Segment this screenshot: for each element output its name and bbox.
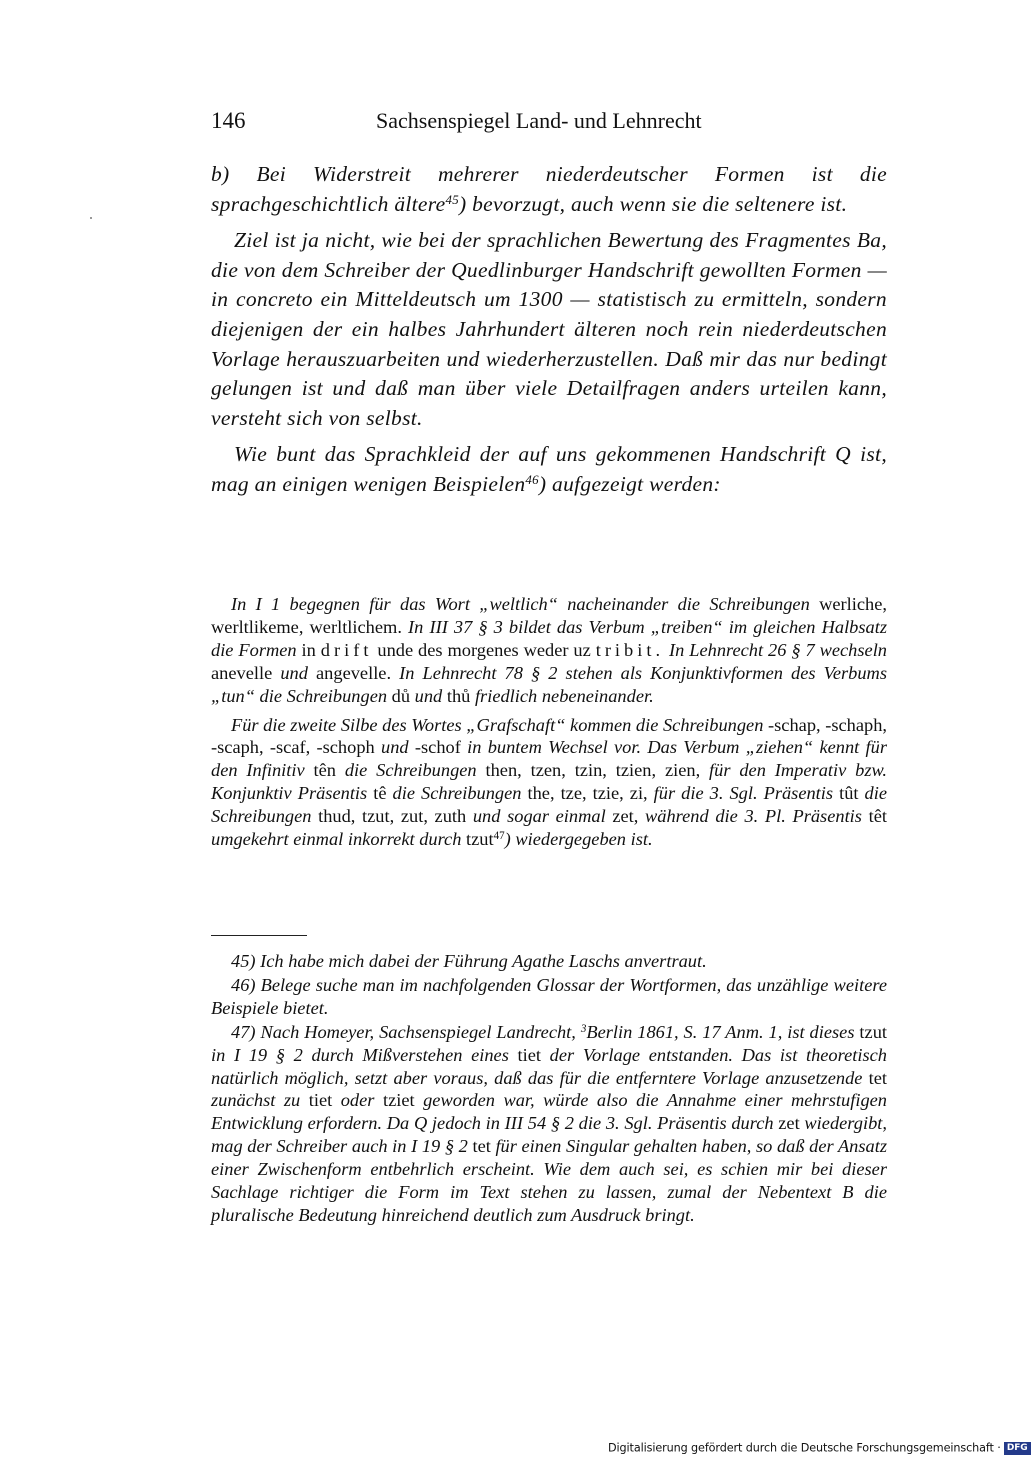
example-paragraph-2: Für die zweite Silbe des Wortes „Grafschaft“ kommen die Schreibungen -schap, -schaph, -scaph, -scaf, -schoph und -schof in buntem Wechsel vor. Das Verbum „ziehen“ kennt für den Infinitiv tên die Schreibungen then, tzen, tzin, tzien, zien, für den Imperativ bzw. Konjunktiv Präsentis tê die Schreibungen the, tze, tzie, zi, für die 3. Sgl. Präsentis tût die Schreibungen thud, tzut, zut, zuth und sogar einmal zet, während die 3. Pl. Präsentis têt umgekehrt einmal inkorrekt durch tzut$^{47}$) wiedergegeben ist. [211, 714, 888, 850]
footnote-47: 47) Nach Homeyer, Sachsenspiegel Landrecht, $^3$Berlin 1861, S. 17 Anm. 1, ist dieses tzut in I 19 § 2 durch Mißverstehen eines tiet der Vorlage entstanden. Das ist theoretisch natürlich möglich, setzt aber voraus, daß das für die entferntere Vorlage anzusetzende tet zunächst zu tiet oder tziet geworden war, würde also die Annahme einer mehrstufigen Entwicklung erfordern. Da Q jedoch in III 54 § 2 die 3. Sgl. Präsentis durch zet wiedergibt, mag der Schreiber auch in I 19 § 2 tet für einen Singular gehalten haben, so daß der Ansatz einer Zwischenform entbehrlich erscheint. Wie dem auch sei, es schien mir bei dieser Sachlage richtiger die Form im Text stehen zu lassen, zumal der Nebentext B die pluralische Bedeutung hinreichend deutlich zum Ausdruck bringt. [211, 1021, 888, 1225]
footnote-ref-45: 45 [445, 192, 459, 207]
example-paragraph-1: In I 1 begegnen für das Wort „weltlich“ nacheinander die Schreibungen werliche, werltlikeme, werltlichem. In III 37 § 3 bildet das Verbum „treiben“ im gleichen Halbsatz die Formen in drift unde des morgenes weder uz tribit. In Lehnrecht 26 § 7 wechseln anevelle und angevelle. In Lehnrecht 78 § 2 stehen als Konjunktivformen des Verbums „tun“ die Schreibungen dů und thů friedlich nebeneinander. [211, 594, 887, 706]
examples-block [211, 593, 887, 851]
footnote-45: 45) Ich habe mich dabei der Führung Agathe Laschs anvertraut. [231, 951, 707, 971]
footnote-ref-46: 46 [525, 472, 539, 487]
dfg-logo-icon: DFG [1004, 1442, 1031, 1455]
footnote-ref-47: 47 [493, 830, 505, 842]
digitization-credit [608, 1441, 1031, 1461]
paragraph-aim: Ziel ist ja nicht, wie bei der sprachlichen Bewertung des Fragmentes Ba, die von dem Schreiber der Quedlinburger Handschrift gewollten Formen — in concreto ein Mitteldeutsch um 1300 — statistisch zu ermitteln, sondern diejenigen der ein halbes Jahrhundert älteren noch rein niederdeutschen Vorlage herauszuarbeiten und wiederherzustellen. Daß mir das nur bedingt gelungen ist und daß man über viele Detailfragen anders urteilen kann, versteht sich von selbst. [211, 228, 887, 430]
credit-text: Digitalisierung gefördert durch die Deutsche Forschungsgemeinschaft · [608, 1441, 1001, 1455]
page-header [211, 108, 885, 142]
paragraph-rule-b: b) Bei Widerstreit mehrerer niederdeutscher Formen ist die sprachgeschichtlich ältere$^{45}$) bevorzugt, auch wenn sie die seltenere ist. [211, 162, 887, 216]
footnotes [211, 950, 887, 1227]
running-head: Sachsenspiegel Land- und Lehnrecht [376, 108, 702, 133]
main-text [211, 160, 887, 500]
paragraph-examples-intro: Wie bunt das Sprachkleid der auf uns gekommenen Handschrift Q ist, mag an einigen wenigen Beispielen$^{46}$) aufgezeigt werden: [211, 442, 887, 496]
footnote-separator [211, 935, 307, 936]
footnote-46: 46) Belege suche man im nachfolgenden Glossar der Wortformen, das unzählige weitere Beispiele bietet. [211, 974, 887, 1018]
page-number: 146 [211, 108, 246, 133]
scan-speck [90, 217, 92, 219]
